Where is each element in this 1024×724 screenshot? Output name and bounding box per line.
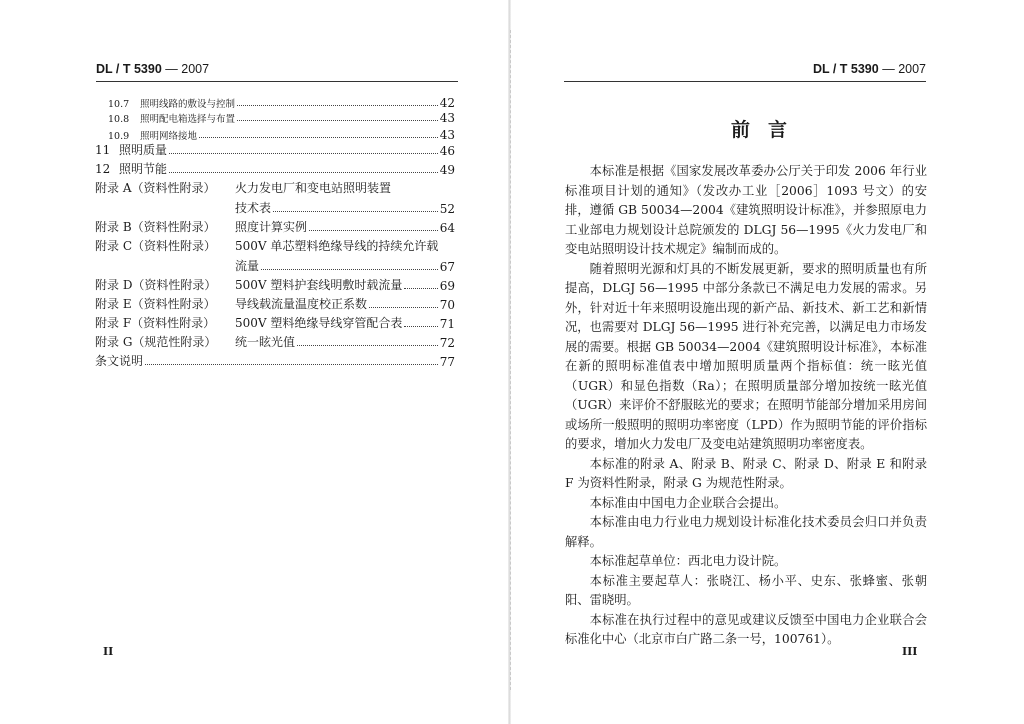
toc-appendix-key: 附录 G（规范性附录）: [95, 335, 217, 349]
foreword-title: 前言: [730, 119, 805, 141]
header-dash: —: [165, 62, 178, 76]
left-header-rule: [96, 81, 458, 82]
toc-appendix-key: 附录 B（资料性附录）: [95, 220, 216, 234]
toc-entry-label: [95, 333, 295, 350]
toc-leader-dots: [369, 307, 438, 308]
toc-entry-label: [95, 276, 402, 293]
header-dash: —: [882, 62, 895, 76]
header-year: 2007: [181, 62, 210, 76]
toc-leader-dots: [297, 345, 438, 346]
toc-entry-title: 流量: [235, 259, 260, 273]
toc-entry-title: 技术表: [235, 201, 272, 215]
right-header-rule: [564, 81, 926, 82]
toc-leader-dots: [404, 326, 437, 327]
toc-entry[interactable]: [95, 256, 455, 274]
toc-page-number: 49: [439, 163, 455, 177]
toc-leader-dots: [404, 288, 437, 289]
toc-page-number: 42: [439, 96, 455, 110]
toc-entry-title: 火力发电厂和变电站照明装置: [235, 181, 392, 195]
toc-entry-number: 12: [95, 162, 111, 176]
toc-leader-dots: [169, 153, 438, 154]
left-running-header: [96, 62, 209, 76]
toc-entry-title: 照明网络接地: [140, 131, 198, 142]
toc-page-number: 46: [439, 144, 455, 158]
toc-appendix-key: 附录 C（资料性附录）: [95, 239, 216, 253]
left-page: [0, 0, 508, 724]
foreword-paragraph: 本标准由中国电力企业联合会提出。: [589, 495, 787, 510]
toc-entry-title: 500V 单芯塑料绝缘导线的持续允许载: [235, 239, 439, 253]
toc-entry[interactable]: [95, 107, 455, 125]
toc-leader-dots: [199, 137, 438, 138]
toc-entry-title: 照明线路的敷设与控制: [140, 99, 236, 110]
toc-leader-dots: [237, 120, 438, 121]
toc-entry-title: 统一眩光值: [235, 335, 296, 349]
toc-leader-dots: [273, 211, 438, 212]
toc-leader-dots: [145, 364, 438, 365]
header-year: 2007: [898, 62, 926, 76]
toc-entry[interactable]: [95, 332, 455, 350]
toc-page-number: 43: [439, 128, 455, 142]
toc-appendix-key: 附录 A（资料性附录）: [95, 181, 216, 195]
toc-entry[interactable]: [95, 294, 455, 312]
toc-page-number: 71: [439, 317, 455, 331]
toc-entry-title: 500V 塑料护套线明敷时载流量: [235, 278, 403, 292]
toc-page-number: 69: [439, 279, 455, 293]
toc-entry-title: 导线载流量温度校正系数: [235, 297, 368, 311]
toc-entry[interactable]: [95, 217, 455, 235]
right-running-header: [813, 62, 926, 76]
toc-entry-number: 10.9: [108, 131, 130, 142]
toc-entry[interactable]: [95, 236, 455, 254]
toc-entry-title: 照明质量: [119, 143, 168, 157]
toc-leader-dots: [309, 230, 438, 231]
toc-entry-number: 11: [95, 143, 111, 157]
toc-appendix-key: 附录 D（资料性附录）: [95, 278, 217, 292]
toc-entry-label: [95, 141, 167, 158]
toc-entry-title: 照明配电箱选择与布置: [140, 114, 236, 125]
toc-page-number: 67: [439, 260, 455, 274]
foreword-body: [565, 162, 927, 650]
toc-page-number: 52: [439, 202, 455, 216]
foreword-paragraph: 本标准在执行过程中的意见或建议反馈至中国电力企业联合会标准化中心（北京市白广路二条一号，100761）。: [565, 612, 927, 646]
toc-page-number: 70: [439, 298, 455, 312]
toc-entry-number: 10.7: [108, 99, 130, 110]
toc-entry-label: [95, 257, 259, 274]
right-page-number: III: [902, 645, 918, 658]
toc-page-number: 77: [439, 355, 455, 369]
toc-entry-label: [95, 352, 143, 369]
toc-entry-title: 照明节能: [119, 162, 168, 176]
toc-appendix-key: 附录 E（资料性附录）: [95, 297, 216, 311]
toc-entry[interactable]: [95, 178, 455, 196]
foreword-paragraph: 本标准是根据《国家发展改革委办公厅关于印发 2006 年行业标准项目计划的通知》（发改办工业［2006］1093 号文）的安排，遵循 GB 50034—2004《建筑照明设计标准》，并参照原电力工业部电力规划设计总院颁发的 DLGJ 56—1995《火力发电厂和变电站照明设计技术规定》编制而成的。: [565, 164, 927, 256]
toc-entry[interactable]: [95, 275, 455, 293]
toc-entry-label: [95, 179, 391, 196]
toc-entry-title: 500V 塑料绝缘导线穿管配合表: [235, 316, 403, 330]
foreword-paragraph: 本标准主要起草人：张晓江、杨小平、史东、张蜂蜜、张朝阳、雷晓明。: [565, 573, 927, 607]
toc-page-number: 43: [439, 111, 455, 125]
toc-entry[interactable]: [95, 351, 455, 369]
toc-entry[interactable]: [95, 198, 455, 216]
header-code: DL / T 5390: [812, 62, 879, 76]
toc-appendix-key: 附录 F（资料性附录）: [95, 316, 216, 330]
toc-entry[interactable]: [95, 159, 455, 177]
toc-leader-dots: [237, 105, 438, 106]
toc-leader-dots: [261, 269, 438, 270]
foreword-paragraph: 本标准起草单位：西北电力设计院。: [589, 554, 787, 568]
foreword-paragraph: 本标准由电力行业电力规划设计标准化技术委员会归口并负责解释。: [565, 515, 927, 549]
toc-entry-label: [95, 199, 271, 216]
toc-entry-label: [95, 314, 402, 331]
toc-page-number: 72: [439, 336, 455, 350]
toc-entry-label: [95, 111, 235, 125]
toc-entry[interactable]: [95, 140, 455, 158]
toc-entry[interactable]: [95, 313, 455, 331]
header-code: DL / T 5390: [96, 62, 162, 76]
left-page-number: II: [103, 645, 114, 658]
toc-entry-label: [95, 295, 367, 312]
toc-entry-title: 照度计算实例: [235, 220, 308, 234]
toc-entry-label: [95, 237, 438, 254]
toc-entry-label: [95, 218, 307, 235]
foreword-paragraph: 本标准的附录 A、附录 B、附录 C、附录 D、附录 E 和附录 F 为资料性附录，附录 G 为规范性附录。: [565, 456, 927, 490]
toc-page-number: 64: [439, 221, 455, 235]
toc-entry-title: 条文说明: [95, 354, 144, 368]
toc-leader-dots: [169, 172, 438, 173]
toc-entry-label: [95, 160, 167, 177]
toc-entry-number: 10.8: [108, 114, 130, 125]
foreword-paragraph: 随着照明光源和灯具的不断发展更新，要求的照明质量也有所提高，DLGJ 56—1995 中部分条款已不满足电力发展的需求。另外，针对近十年来照明设施出现的新产品、新技术、新工艺和新情况，也需要对 DLGJ 56—1995 进行补充完善，以满足电力市场发展的需要。根据 GB 50034—2004《建筑照明设计标准》，本标准在新的照明标准值表中增加照明质量两个指标值：统一眩光值（UGR）和显色指数（Ra）；在照明质量部分增加按统一眩光值（UGR）来评价不舒服眩光的要求；在照明节能部分增加采用房间或场所一般照明的照明功率密度（LPD）作为照明节能的评价指标的要求，增加火力发电厂及变电站建筑照明功率密度表。: [565, 261, 927, 451]
